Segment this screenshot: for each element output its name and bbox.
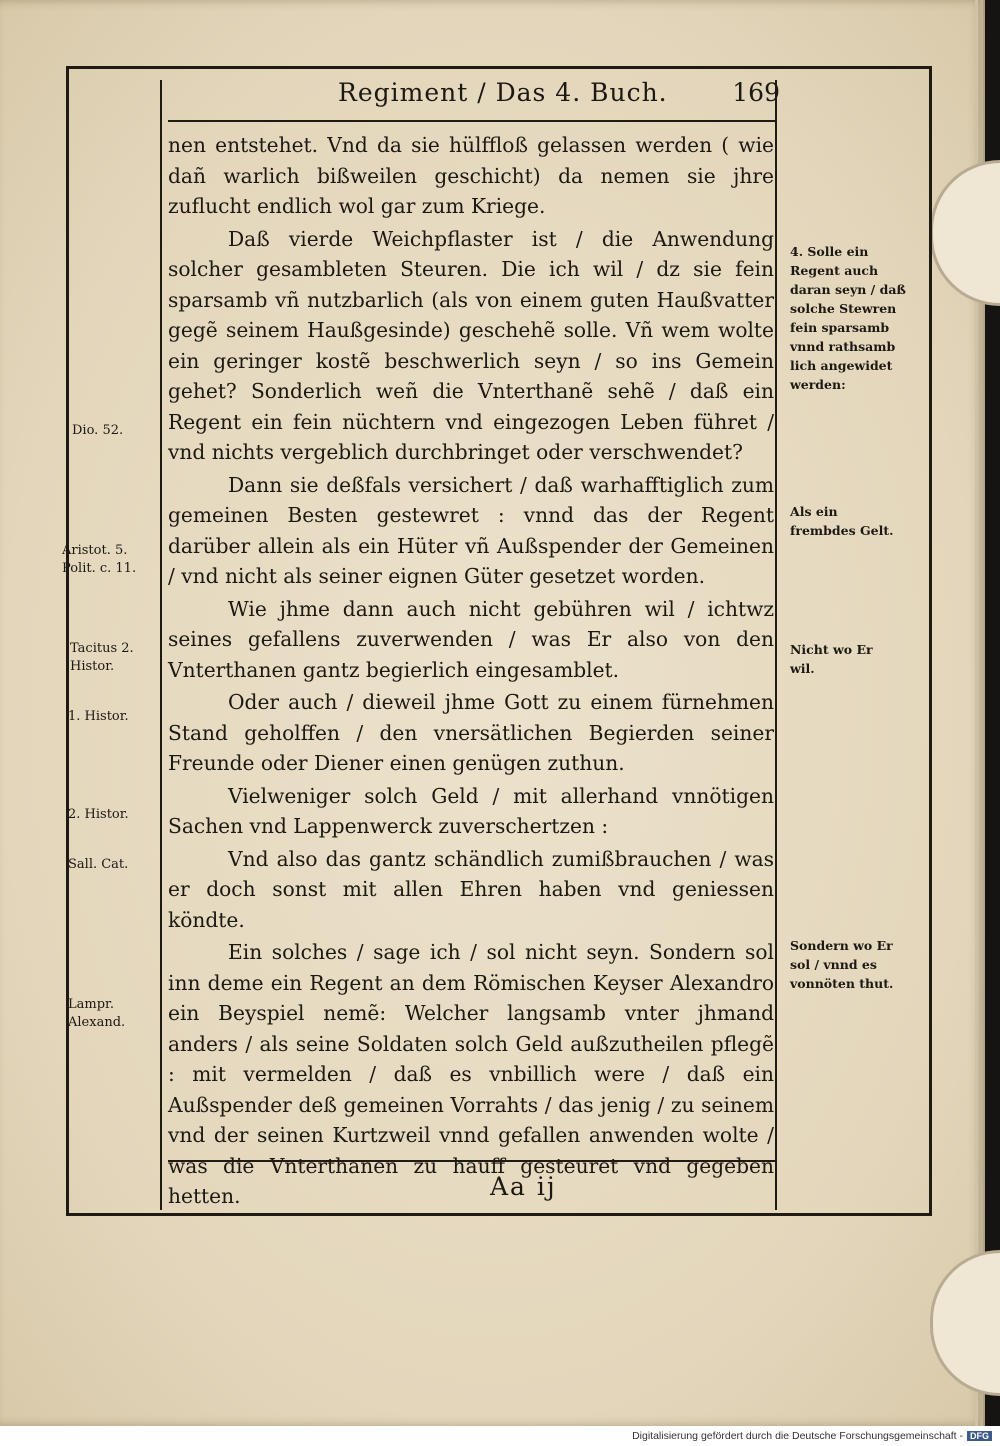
frame-bottom-rule [66,1213,932,1216]
inner-left-rule [160,80,162,1210]
paragraph: Ein solches / sage ich / sol nicht seyn. Sondern sol inn deme ein Regent an dem Römischen Keyser Alexandro ein Beyspiel nemẽ: Welcher langsamb vnter jhmand anders / als seine Soldaten solch Geld außzutheilen pflegẽ : mit vermelden / daß es vnbillich were / daß ein Außspender deß gemeinen Vorrahts / das jenig / zu seinem vnd der seinen Kurtzweil vnnd gefallen anwenden wolte / was die Vnterthanen zu hauff gesteuret vnd gegeben hetten. [168,940,774,1208]
margin-note: Tacitus 2. Histor. [70,641,134,674]
page-number: 169 [732,78,780,107]
margin-note: Als ein frembdes Gelt. [790,504,894,538]
margin-note: Dio. 52. [72,423,124,438]
right-margin-notes [790,0,910,1200]
paragraph: nen entstehet. Vnd da sie hülffloß gelassen werden ( wie dañ warlich bißweilen geschicht) da nemen sie jhre zuflucht endlich wol gar zum Kriege. [168,133,774,218]
running-head [170,78,780,116]
signature-mark: Aa ij [490,1172,557,1201]
paragraph: Oder auch / dieweil jhme Gott zu einem fürnehmen Stand geholffen / den vnersätlichen Begierden seiner Freunde oder Diener einen genügen zuthun. [168,690,774,775]
margin-note: 2. Histor. [68,807,129,822]
margin-note: Nicht wo Er wil. [790,642,873,676]
inner-right-rule [775,80,777,1210]
margin-note: Aristot. 5. Polit. c. 11. [62,543,137,576]
dfg-logo: DFG [967,1431,992,1441]
credit-text: Digitalisierung gefördert durch die Deutsche Forschungsgemeinschaft - [632,1430,963,1442]
margin-note: Sall. Cat. [68,857,129,872]
page-notch [930,1250,1000,1396]
paragraph: Daß vierde Weichpflaster ist / die Anwendung solcher gesambleten Steuren. Die ich wil / dz sie fein sparsamb vñ nutzbarlich (als von einem guten Haußvatter gegẽ seinem Haußgesinde) geschehẽ solle. Vñ wem wolte ein geringer kostẽ beschwerlich seyn / so ins Gemein gehet? Sonderlich weñ die Vnterthanẽ sehẽ / daß ein Regent ein fein nüchtern vnd eingezogen Leben führet / vnd nichts vergeblich durchbringet oder verschwendet? [168,226,774,464]
paragraph: Vnd also das gantz schändlich zumißbrauchen / was er doch sonst mit allen Ehren haben vnd geniessen köndte. [168,846,774,932]
margin-note: Lampr. Alexand. [68,997,126,1030]
paragraph: Wie jhme dann auch nicht gebühren wil / ichtwz seines gefallens zuverwenden / was Er also von den Vnterthanen gantz begierlich eingesamblet. [168,596,774,682]
left-margin-notes [62,0,158,1200]
margin-note: 1. Histor. [68,709,129,724]
paragraph: Vielweniger solch Geld / mit allerhand vnnötigen Sachen vnd Lappenwerck zuverschertzen : [168,783,774,838]
header-rule [168,120,775,122]
paragraph: Dann sie deßfals versichert / daß warhafftiglich zum gemeinen Besten gestewret : vnnd das der Regent darüber allein als ein Hüter vñ Außspender der Gemeinen / vnd nicht als seiner eignen Güter gesetzet worden. [168,472,774,588]
margin-note: Sondern wo Er sol / vnnd es vonnöten thut. [790,938,894,991]
digitization-credit [632,1430,992,1442]
margin-note: 4. Solle ein Regent auch daran seyn / daß solche Stewren fein sparsamb vnnd rathsamb lich angewidet werden: [790,244,906,392]
main-text [168,130,774,1212]
running-title: Regiment / Das 4. Buch. [338,78,668,107]
page-notch [930,160,1000,306]
frame-right-rule [929,66,932,1216]
